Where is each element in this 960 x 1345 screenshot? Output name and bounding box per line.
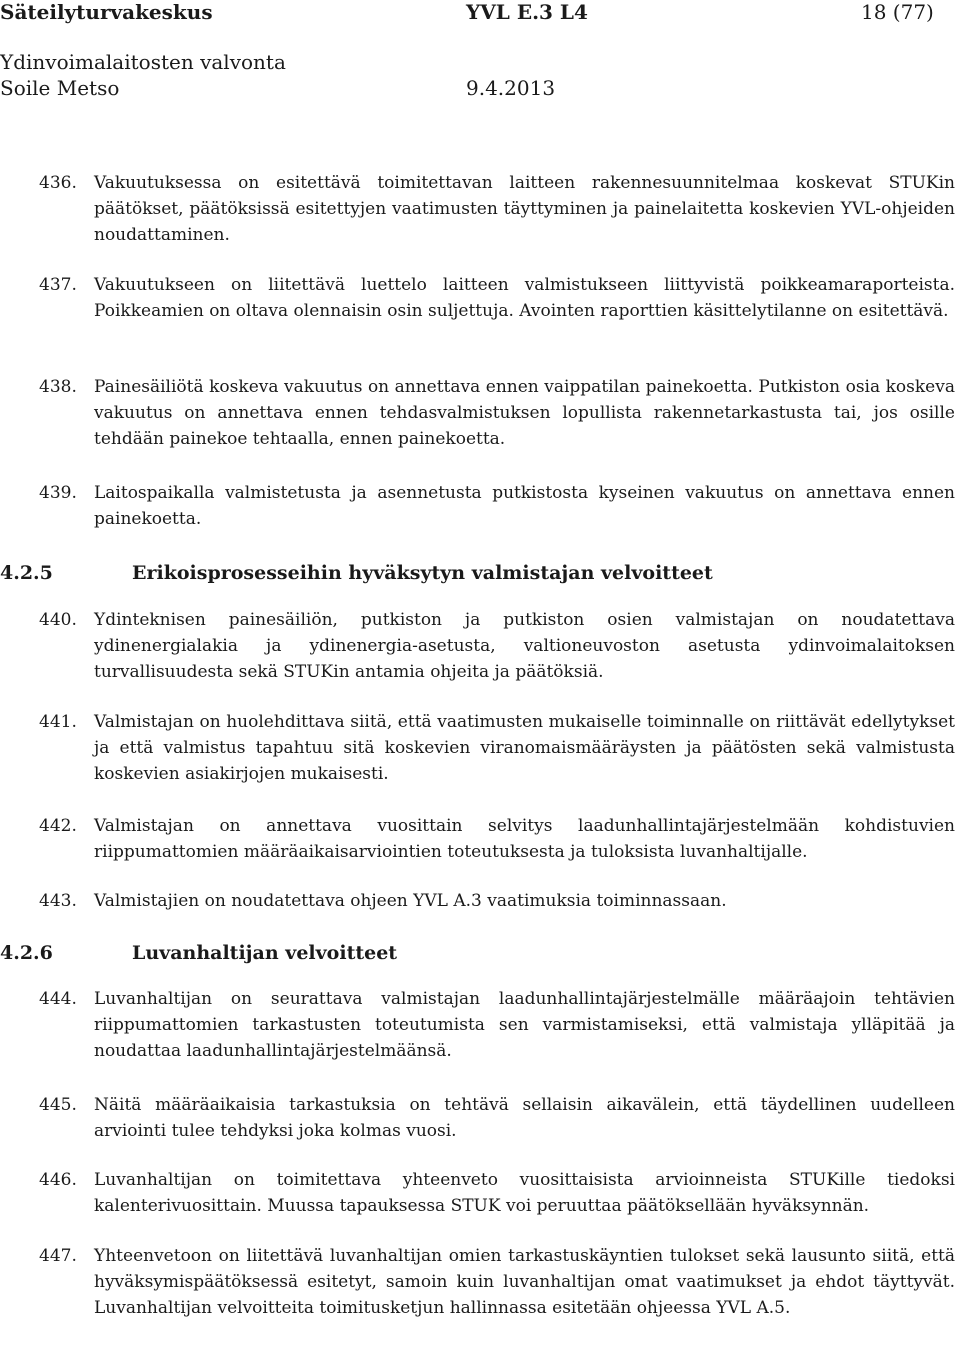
paragraph-text: Luvanhaltijan on toimitettava yhteenveto vuosittaisista arvioinneista STUKille tiedoksi kalenterivuosittain. Muussa tapauksessa STUK voi peruuttaa päätöksellään hyväksynnän. — [94, 1170, 955, 1216]
section-title: Erikoisprosesseihin hyväksytyn valmistajan velvoitteet — [132, 562, 713, 584]
paragraph-number: 446. — [39, 1170, 77, 1190]
paragraph-text: Luvanhaltijan on seurattava valmistajan laadunhallintajärjestelmälle määräajoin tehtävien riippumattomien tarkastusten toteutumista sen varmistamiseksi, että valmistaja ylläpitää ja noudattaa laadunhallintajärjestelmäänsä. — [94, 989, 955, 1061]
paragraph-text: Vakuutukseen on liitettävä luettelo laitteen valmistukseen liittyvistä poikkeamaraporteista. Poikkeamien on oltava olennaisin osin suljettuja. Avointen raporttien käsittelytilanne on esitettävä. — [94, 275, 955, 321]
paragraph-number: 440. — [39, 610, 77, 630]
author-name: Soile Metso — [0, 76, 120, 100]
paragraph-text: Ydinteknisen painesäiliön, putkiston ja putkiston osien valmistajan on noudatettava ydinenergialakia ja ydinenergia-asetusta, valtioneuvoston asetusta ydinvoimalaitoksen turvallisuudesta sekä STUKin antamia ohjeita ja päätöksiä. — [94, 610, 955, 682]
section-number: 4.2.5 — [0, 562, 53, 584]
paragraph-number: 437. — [39, 275, 77, 295]
paragraph-number: 438. — [39, 377, 77, 397]
paragraph-number: 439. — [39, 483, 77, 503]
paragraph-text: Valmistajien on noudatettava ohjeen YVL A.3 vaatimuksia toiminnassaan. — [94, 891, 727, 911]
paragraph-number: 442. — [39, 816, 77, 836]
paragraph-number: 443. — [39, 891, 77, 911]
document-date: 9.4.2013 — [466, 76, 556, 100]
paragraph-number: 441. — [39, 712, 77, 732]
paragraph-number: 436. — [39, 173, 77, 193]
document-code: YVL E.3 L4 — [466, 0, 588, 24]
section-number: 4.2.6 — [0, 942, 53, 964]
paragraph-text: Näitä määräaikaisia tarkastuksia on tehtävä sellaisin aikavälein, että täydellinen uudelleen arviointi tulee tehdyksi joka kolmas vuosi. — [94, 1095, 955, 1141]
paragraph-number: 444. — [39, 989, 77, 1009]
page-number: 18 (77) — [861, 0, 934, 24]
paragraph-number: 447. — [39, 1246, 77, 1266]
paragraph-text: Laitospaikalla valmistetusta ja asennetusta putkistosta kyseinen vakuutus on annettava ennen painekoetta. — [94, 483, 955, 529]
paragraph-text: Yhteenvetoon on liitettävä luvanhaltijan omien tarkastuskäyntien tulokset sekä lausunto siitä, että hyväksymispäätöksessä esitetyt, samoin kuin luvanhaltijan omat vaatimukset ja ehdot täyttyvät. Luvanhaltijan velvoitteita toimitusketjun hallinnassa esitetään ohjeessa YVL A.5. — [94, 1246, 955, 1318]
department-name: Ydinvoimalaitosten valvonta — [0, 50, 286, 74]
paragraph-text: Painesäiliötä koskeva vakuutus on annettava ennen vaippatilan painekoetta. Putkiston osia koskeva vakuutus on annettava ennen tehdasvalmistuksen lopullista rakennetarkastusta tai, jos osille tehdään painekoe tehtaalla, ennen painekoetta. — [94, 377, 955, 449]
organization-name: Säteilyturvakeskus — [0, 0, 213, 24]
section-title: Luvanhaltijan velvoitteet — [132, 942, 398, 964]
paragraph-text: Valmistajan on huolehdittava siitä, että vaatimusten mukaiselle toiminnalle on riittävät edellytykset ja että valmistus tapahtuu sitä koskevien viranomaismääräysten ja päätösten sekä valmistusta koskevien asiakirjojen mukaisesti. — [94, 712, 955, 784]
paragraph-text: Valmistajan on annettava vuosittain selvitys laadunhallintajärjestelmään kohdistuvien riippumattomien määräaikaisarviointien toteutuksesta ja tuloksista luvanhaltijalle. — [94, 816, 955, 862]
paragraph-text: Vakuutuksessa on esitettävä toimitettavan laitteen rakennesuunnitelmaa koskevat STUKin päätökset, päätöksissä esitettyjen vaatimusten täyttyminen ja painelaitetta koskevien YVL-ohjeiden noudattaminen. — [94, 173, 955, 245]
paragraph-number: 445. — [39, 1095, 77, 1115]
